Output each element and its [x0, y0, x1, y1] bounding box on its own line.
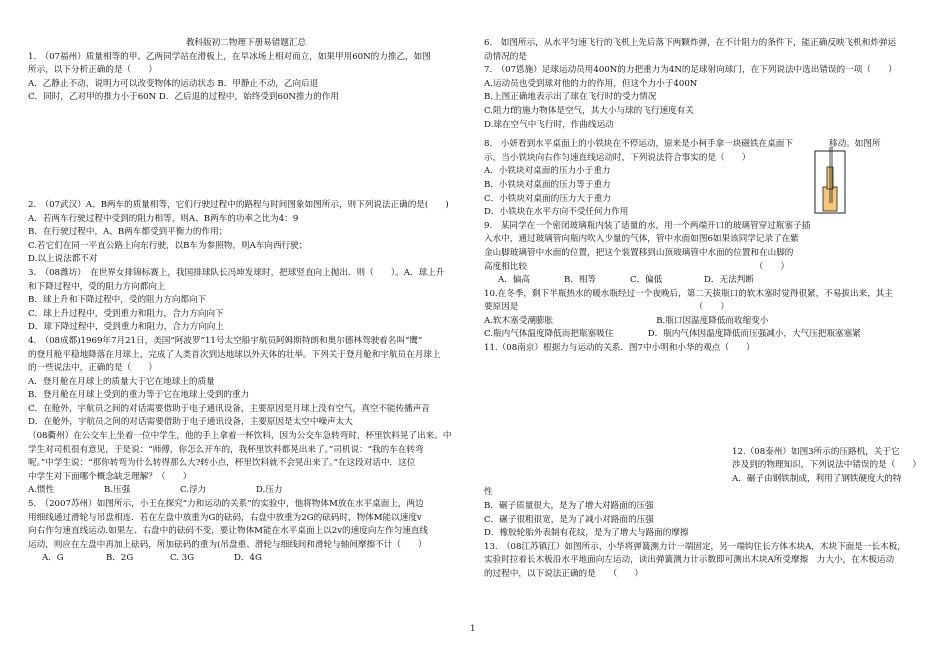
option-c: C. 3G — [170, 553, 195, 564]
q-quzhou-line: 学生对司机很有意见，于是说：“师傅，你怎么开车的，我杯里饮料都晃出来了。”司机说：“我的车在转弯 — [28, 444, 424, 455]
q12-option: B．碾子质量很大，是为了增大对路面的压强 — [484, 501, 654, 512]
q12-option: A．碾子由钢铁制成，利用了钢铁硬度大的特 — [732, 473, 902, 484]
document-title: 教科版初二物理下册易错题汇总 — [185, 38, 307, 48]
q5-line: 5. （2007苏州）如图所示，小王在探究“力和运动的关系”的实验中，他将物体M放在水平桌面上，两边 — [28, 499, 424, 510]
q8-line: 8. 小妍看到水平桌面上的小铁块在不停运动，原来是小柯手拿一块磁铁在桌面下 移动。如图所 — [484, 139, 881, 150]
q9-line: 入水中，通过玻璃管向瓶内吹入少量的气体，管中水面如图6如果该同学记录了在紫 — [484, 234, 799, 245]
q9-line: 9. 某同学在一个密闭玻璃瓶内装了适量的水，用一个两端开口的玻璃管穿过瓶塞子插 — [484, 220, 811, 231]
q4-line: 4. （08成都)1969年7月21日，美国“阿波罗”11号太空船宇航员阿姆斯特朗和奥尔德林驾驶着名叫“鹰” — [28, 335, 423, 346]
q5-line: 运动，则应在左盘中再加上砝码，所加砝码的重为(吊盘重、滑轮与细线间和滑轮与轴间摩擦不计（ ） — [28, 539, 427, 550]
q3-option: B．球上升和下降过程中，受的阻力方向都向下 — [28, 295, 207, 306]
q2-line: 2. （07武汉）A、B两车的质量相等，它们行驶过程中的路程与时间图象如图所示，则下列说法正确的是( ) — [28, 199, 449, 210]
q4-option: C．在舱外，宇航员之间的对话需要借助于电子通讯设备，主要原因是月球上没有空气，真空不能传播声音 — [28, 403, 430, 414]
q4-option: B．登月舱在月球上受到的重力等于它在地球上受到的重力 — [28, 390, 250, 401]
q10-option: C.瓶内气体温度降低而把瓶塞吸住 D．瓶内气体因温度降低而压强减小，大气压把瓶塞塞紧 — [484, 329, 861, 340]
q7-option: B.上图正确地表示出了球在飞行时的受力情况 — [484, 92, 657, 103]
option-a: A.惯性 — [28, 485, 55, 496]
q-quzhou-line: 呢。”中学生说：“那你转弯为什么转得那么大?转小点，杯里饮料就不会晃出来了。”在这段对话中．这位 — [28, 458, 416, 469]
q7-option: C.阻力f的施力物体是空气，其大小与球的飞行速度有关 — [484, 105, 694, 116]
q3-option: C．球上升过程中，受到重力和阻力，合力方向向下 — [28, 308, 224, 319]
q8-option: C．小铁块对桌面的压力大于重力 — [484, 193, 611, 204]
q11-figure-space — [484, 356, 924, 446]
q13-line: 实验时拉着长木板沿水平地面向左运动，读出弹簧测力计示数即可测出木块A所受摩擦 力大小，在木板运动 — [484, 555, 895, 566]
q7-option: D.球在空气中飞行时，作曲线运动 — [484, 119, 614, 130]
option-d: D．4G — [234, 553, 262, 564]
q12-option: 性 — [484, 487, 493, 498]
q12-line: 涉及到的物理知识，下列说法中错误的是（ ） — [732, 460, 922, 471]
q4-option: A．登月舱在月球上的质量大于它在地球上的质量 — [28, 376, 215, 387]
q8-line: 示，当小铁块向右作匀速直线运动时，下列说法符合事实的是（ ） — [484, 152, 751, 163]
right-column — [484, 0, 924, 582]
q7-option: A.运动员也受到球对他的力的作用，但这个力小于400N — [484, 78, 698, 89]
q9-options — [484, 274, 924, 288]
option-c: C．偏低 — [630, 275, 663, 286]
q12-option: D．橡胶轮胎外表制有花纹，是为了增大与路面的摩擦 — [484, 528, 689, 539]
q1-line: 所示，以下分析正确的是（ ） — [28, 65, 157, 76]
q12-line: 12.（08泰州）如图3所示的压路机，关于它 — [732, 446, 900, 457]
q-quzhou-line: 中学生对下面哪个概念缺乏理解？（ ） — [28, 471, 192, 482]
q4-option: D．在舱外，宇航员之间的对话需要借助于电子通讯设备，主要原因是太空中噪声太大 — [28, 417, 353, 428]
q9-line: 高度相比较 （ ） — [484, 261, 790, 272]
bottle-tube-figure — [813, 147, 847, 217]
q8-option: A．小铁块对桌面的压力小于重力 — [484, 166, 611, 177]
q3-option: D．球下降过程中，受到重力和阻力，合力方向向上 — [28, 322, 224, 333]
q4-line: 的登月舱平稳地降落在月球上，完成了人类首次到达地球以外天体的壮举。下列关于登月舱和宇航员在月球上 — [28, 349, 441, 360]
q6-line: 6. 如图所示，从水平匀速飞行的飞机上先后落下两颗炸弹，在不计阻力的条件下，能正确反映飞机和炸弹运 — [484, 38, 897, 48]
option-a: A．偏高 — [498, 275, 530, 286]
q-quzhou-options — [28, 484, 464, 498]
q9-line: 金山脚玻璃管中水面的位置，把这个装置移到山顶玻璃管中水面的位置和在山脚的 — [484, 247, 794, 258]
option-d: D.压力 — [256, 485, 283, 496]
q6-line: 动情况的是 — [484, 51, 527, 62]
q11-line: 11.（08南京）根据力与运动的关系．图7中小明和小华的观点（ ） — [484, 343, 755, 354]
q1-figure-space — [28, 105, 464, 199]
q2-option: A．若两车行驶过程中受到的阻力相等，则A、B两车的功率之比为4：9 — [28, 213, 299, 224]
q10-line: 10.在冬季，剩下半瓶热水的暖水瓶经过一个夜晚后，第二天拔瓶口的软木塞时觉得很紧，不易拔出来，其主 — [484, 288, 893, 299]
option-a: A．G — [42, 553, 64, 564]
option-b: B．2G — [106, 553, 134, 564]
q12-option: C．碾子很粗很宽，是为了减小对路面的压强 — [484, 514, 654, 525]
q10-option: A.软木塞受潮膨胀 B.瓶口因温度降低而收缩变小 — [484, 315, 769, 326]
q8-option: D．小铁块在水平方向不受任何力作用 — [484, 207, 629, 218]
q5-line: 向右作匀速直线运动.如果左、右盘中的砝码不变，要让物体M能在水平桌面上以2v的速度向左作匀速直线 — [28, 526, 428, 537]
q5-line: 用细线通过滑轮与吊盘相连．若在左盘中放重为G的砝码，右盘中放重为2G的砝码时，物体M能以速度v — [28, 512, 422, 523]
q10-line: 要原因是 （ ） — [484, 302, 729, 313]
q1-option-line: C．同时，乙对甲的推力小于60N D．乙后退的过程中，始终受到60N推力的作用 — [28, 92, 339, 103]
q5-options — [28, 552, 464, 566]
q2-option: C.若它们在同一平直公路上向东行驶，以B车为参照物，则A车向西行驶； — [28, 240, 308, 251]
q8-option: B．小铁块对桌面的压力等于重力 — [484, 179, 611, 190]
q13-line: 的过程中，以下说法正确的是 （ ） — [484, 569, 643, 579]
q3-line: 3. （08潍坊） 在世界女排锦标赛上，我国排球队长冯坤发球时，把球竖直向上抛出．则（ ）。A．球上升 — [28, 267, 445, 278]
page-number: 1 — [470, 624, 476, 634]
q13-line: 13. （08江苏镇江）如图所示，小华将弹簧测力计一端固定，另一端钩住长方体木块A，木块下面是一长木板， — [484, 541, 906, 552]
q3-line: 和下降过程中，受的阻力方向都向上 — [28, 281, 166, 292]
option-b: B．相等 — [564, 275, 597, 286]
option-b: B.压强 — [104, 485, 131, 496]
q4-line: 的一些说法中，正确的是（ ） — [28, 363, 157, 374]
q1-line: 1. （07福州）质量相等的甲、乙两同学站在滑板上，在旱冰场上相对而立，如果甲用60N的力推乙，如图 — [28, 51, 431, 62]
option-c: C.浮力 — [180, 485, 207, 496]
q1-option-line: A．乙静止不动，说明力可以改变物体的运动状态 B．甲静止不动，乙向后退 — [28, 78, 319, 89]
q7-line: 7. （07恩施）足球运动员用400N的力把重力为4N的足球射向球门，在下列说法中选出错误的一项（ ） — [484, 65, 897, 76]
q2-option: B．在行驶过程中，A、B两车都受到平衡力的作用； — [28, 227, 228, 238]
q-quzhou-line: （08衢州）在公交车上坐着一位中学生，他的手上拿着一杯饮料，因为公交车急转弯时，杯里饮料晃了出来。中 — [28, 431, 452, 442]
q2-option: D.以上说法都不对 — [28, 254, 98, 265]
option-d: D．无法判断 — [704, 275, 754, 286]
left-column — [28, 0, 464, 566]
